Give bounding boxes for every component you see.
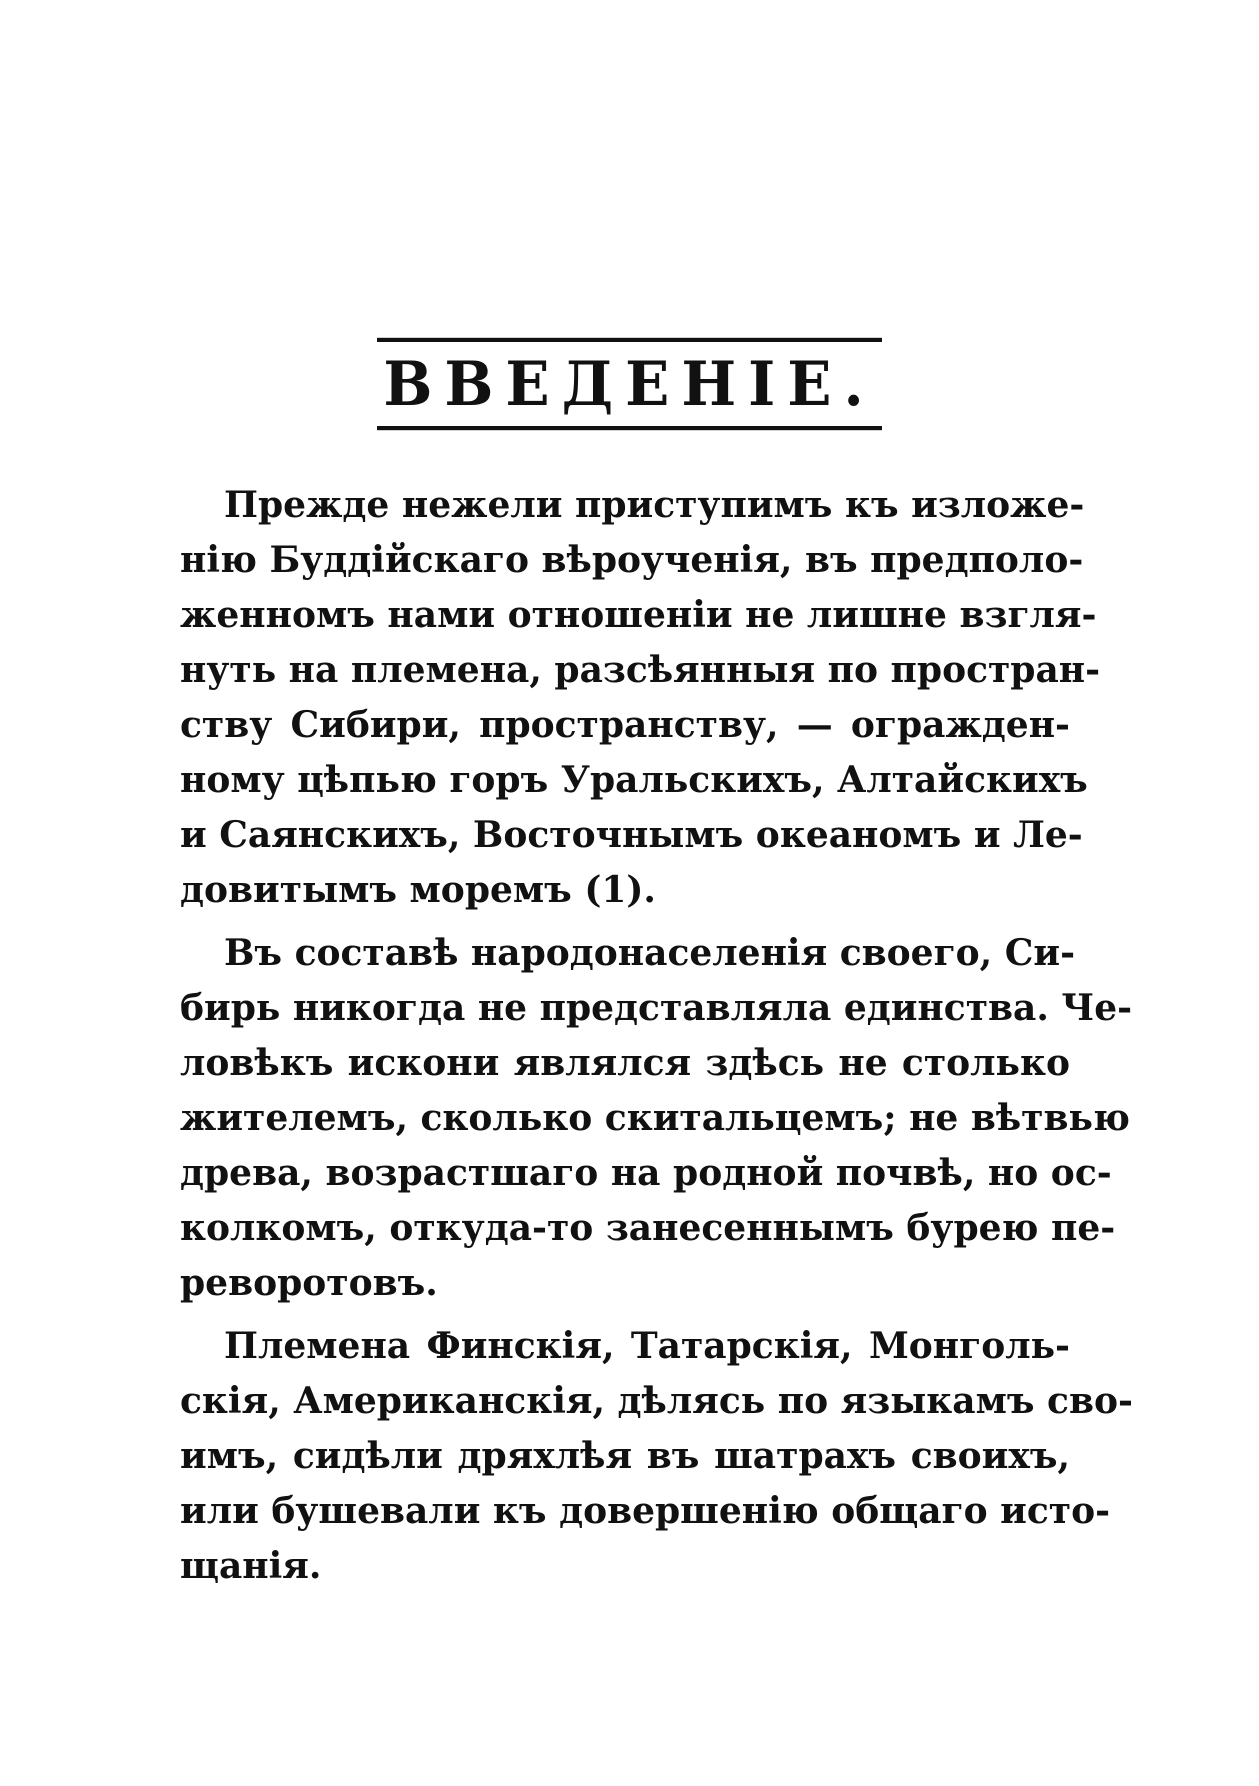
text-line: древа, возрастшаго на родной почвѣ, но ос- — [180, 1152, 1112, 1194]
text-line: или бушевали къ довершенiю общаго исто- — [180, 1490, 1111, 1532]
text-line: нуть на племена, разсѣянныя по простран- — [180, 649, 1101, 691]
text-line: ству Сибири, пространству, — огражден- — [180, 704, 1070, 746]
text-line: реворотовъ. — [180, 1262, 438, 1304]
text-line: бирь никогда не представляла единства. Че- — [180, 987, 1133, 1029]
body-text — [180, 478, 1133, 1602]
text-line: и Саянскихъ, Восточнымъ океаномъ и Ле- — [180, 814, 1083, 856]
text-line: Прежде нежели приступимъ къ изложе- — [224, 484, 1085, 526]
text-line: Въ составѣ народонаселенiя своего, Си- — [224, 932, 1076, 974]
text-line: колкомъ, откуда-то занесеннымъ бурею пе- — [180, 1207, 1116, 1249]
text-line: имъ, сидѣли дряхлѣя въ шатрахъ своихъ, — [180, 1435, 1070, 1477]
paragraph-2 — [180, 926, 1133, 1311]
paragraph-1 — [180, 478, 1101, 918]
text-line: скiя, Американскiя, дѣлясь по языкамъ сво- — [180, 1380, 1133, 1422]
text-line: ному цѣпью горъ Уральскихъ, Алтайскихъ — [180, 759, 1088, 801]
title-text: ВВЕДЕНIЕ. — [377, 338, 881, 430]
paragraph-3 — [180, 1319, 1133, 1594]
text-line: Племена Финскiя, Татарскiя, Монголь- — [224, 1325, 1070, 1367]
text-line: ловѣкъ искони являлся здѣсь не столько — [180, 1042, 1070, 1084]
text-line: довитымъ моремъ (1). — [180, 869, 656, 911]
text-line: женномъ нами отношенiи не лишне взгля- — [180, 594, 1097, 636]
text-line: жителемъ, сколько скитальцемъ; не вѣтвью — [180, 1097, 1130, 1139]
text-line: нiю Буддiйскаго вѣроученiя, въ предполо- — [180, 539, 1084, 581]
text-line: щанiя. — [180, 1545, 322, 1587]
page-title — [0, 340, 1259, 428]
